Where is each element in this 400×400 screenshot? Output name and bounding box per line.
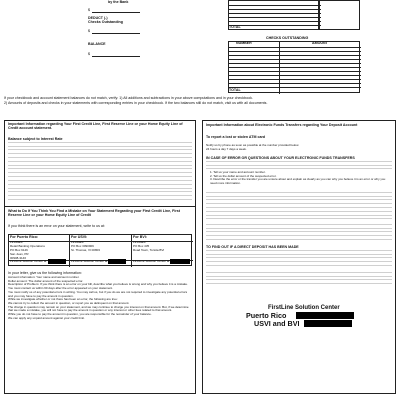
address-bvi-footer: FirstLine Solution Center at — [133, 259, 170, 263]
dollar-sign-2: $ — [88, 29, 90, 33]
letter-item: Account information: Your name and account number. — [8, 275, 80, 279]
address-usvi-line1: FirstBank — [71, 240, 84, 244]
checks-outstanding-header: CHECKS OUTSTANDING — [266, 36, 309, 40]
deposits-total-label: TOTAL — [229, 25, 241, 29]
dollar-sign-3: $ — [88, 52, 90, 56]
direct-deposit-heading: TO FIND OUT IF A DIRECT DEPOSIT HAS BEEN MADE — [206, 245, 299, 249]
deduct-label: DEDUCT (-) — [88, 16, 108, 20]
eft-errors-intro — [206, 161, 392, 169]
checks-outstanding-table — [228, 41, 360, 93]
amount-line-3 — [92, 56, 140, 57]
address-pr-footer: FirstLine Solution Center at — [10, 259, 47, 263]
eft-errors-heading: IN CASE OF ERROR OR QUESTIONS ABOUT YOUR ELECTRONIC FUNDS TRANSFERS — [206, 156, 355, 160]
address-usvi-line2: PO Box 3090909 — [71, 244, 94, 248]
dollar-sign-1: $ — [88, 8, 90, 12]
by-bank-label: by the Bank — [108, 0, 129, 4]
address-bvi-line1: FirstBank — [133, 240, 146, 244]
notice-line-1: If your checkbook and account statement balances do not match, verify: 1) All additions and subtractions in your above computations and in your checkbook. — [4, 96, 253, 100]
eft-title: Important Information about Electronic Funds Transfers regarding Your Deposit Account — [206, 123, 358, 127]
deposits-table — [228, 0, 320, 30]
letter-items-list — [8, 276, 192, 320]
dispute-title: What to Do If You Think You Find a Mistake on Your Statement Regarding your First Credit Line, First Reserve Line or your Home Equity Line of Credit — [8, 209, 180, 218]
solution-center-title: FirstLine Solution Center — [268, 305, 340, 311]
address-bvi-line3: Road Town, Tortola BVI — [133, 248, 165, 252]
redacted-phone-pr — [48, 259, 66, 264]
lost-card-heading: To report a lost or stolen ATM card — [206, 135, 266, 139]
amount-col-header: AMOUNT — [312, 41, 328, 45]
letter-item: While we investigate whether or not there has been an error, the following are true: — [8, 297, 118, 302]
amount-line-1 — [92, 12, 140, 13]
address-usvi-footer: FirstLine Solution Center at — [71, 259, 108, 263]
credit-line-title: Important Information regarding Your First Credit Line, First Reserve Line or your Home Equity Line of Credit account statement. — [8, 122, 183, 131]
eft-preauthorized-paragraph — [206, 224, 392, 242]
checks-outstanding-label: Checks Outstanding — [88, 20, 123, 24]
checks-total-label: TOTAL — [229, 88, 241, 92]
interest-paragraph-2 — [8, 184, 192, 202]
eft-error-item: 3. Describe the error or the transfer you are unsure about and explain as clearly as you can why you believe it is an error or why you need more information. — [210, 177, 386, 186]
redacted-pr-phone — [296, 312, 354, 319]
address-usvi-line3: St. Thomas, VI 00803 — [71, 248, 100, 252]
address-col-pr: For Puerto Rico: — [10, 235, 39, 239]
deposits-amount-col — [318, 0, 360, 30]
letter-item: We cannot try to collect the amount in question, or report you as delinquent on that amount. — [8, 300, 130, 305]
direct-deposit-paragraph — [206, 250, 392, 268]
letter-item: While you do not have to pay the amount in question, you are responsible for the remainder of your balance. — [8, 312, 152, 317]
address-pr-line4: San Juan, PR — [10, 252, 29, 256]
eft-errors-list — [210, 171, 390, 186]
interest-paragraph-1 — [8, 142, 192, 182]
redacted-phone-bvi — [170, 259, 190, 264]
balance-subject-interest-heading: Balance subject to Interest Rate — [8, 137, 63, 141]
notice-line-2: 2) Amounts of deposits and checks in your statements with corresponding entries in your checkbook. If the two balances still do not match, visit us with all documents. — [4, 101, 268, 105]
address-col-usvi: For USVI: — [71, 235, 88, 239]
balance-label: BALANCE — [88, 42, 106, 46]
letter-item: Dollar amount: The dollar amount of the suspected error. — [8, 278, 84, 283]
eft-error-item: 1. Tell us your name and account number. — [210, 170, 266, 174]
eft-investigation-paragraph — [206, 192, 392, 222]
address-pr-line2: Retail Banking Operations — [10, 244, 45, 248]
letter-intro: In your letter, give us the following information: — [8, 271, 82, 275]
letter-item: You must contact us within 60 days after the error appeared on your statement. — [8, 286, 113, 291]
address-pr-line1: FirstBank — [10, 240, 23, 244]
address-bvi-line2: PO Box 435 — [133, 244, 150, 248]
account-balance-paragraph — [206, 272, 392, 286]
address-pr-line3: PO Box 9146 — [10, 248, 28, 252]
address-pr-line5: 00908-3146 — [10, 256, 27, 260]
lost-card-text: Notify us by phone as soon as possible at the number provided below. — [206, 143, 300, 147]
number-col-header: NUMBER — [236, 41, 252, 45]
solution-center-pr: Puerto Rico — [246, 311, 287, 320]
redacted-phone-usvi — [108, 259, 126, 264]
letter-item: The charge in question may remain on your statement, and we may continue to charge you interest on that amount. But, if we determine that we made a mistake, you will not have to pay the amount in question or any interest or other fees related to that amount. — [8, 304, 189, 313]
address-col-bvi: For BVI: — [133, 235, 147, 239]
eft-error-item: 2. Tell us the dollar amount of the suspected error. — [210, 173, 277, 178]
solution-center-usvi-bvi: USVI and BVI — [254, 319, 300, 328]
amount-line-2 — [92, 33, 140, 34]
lost-card-hours: 24 hours a day 7 days a week. — [206, 147, 247, 151]
letter-item: Description of Problem: If you think there is an error on your bill, describe what you believe is wrong and why you believe it is a mistake. — [8, 282, 188, 287]
redacted-usvi-phone — [304, 320, 352, 327]
dispute-intro: If you think there is an error on your statement, write to us at: — [8, 224, 105, 228]
letter-item: You must notify us of any potential errors in writing. You may call us, but if you do we are not required to investigate any potential errors and you may have to pay the amount in question. — [8, 289, 188, 298]
letter-item: We can apply any unpaid amount against your credit limit. — [8, 315, 85, 320]
